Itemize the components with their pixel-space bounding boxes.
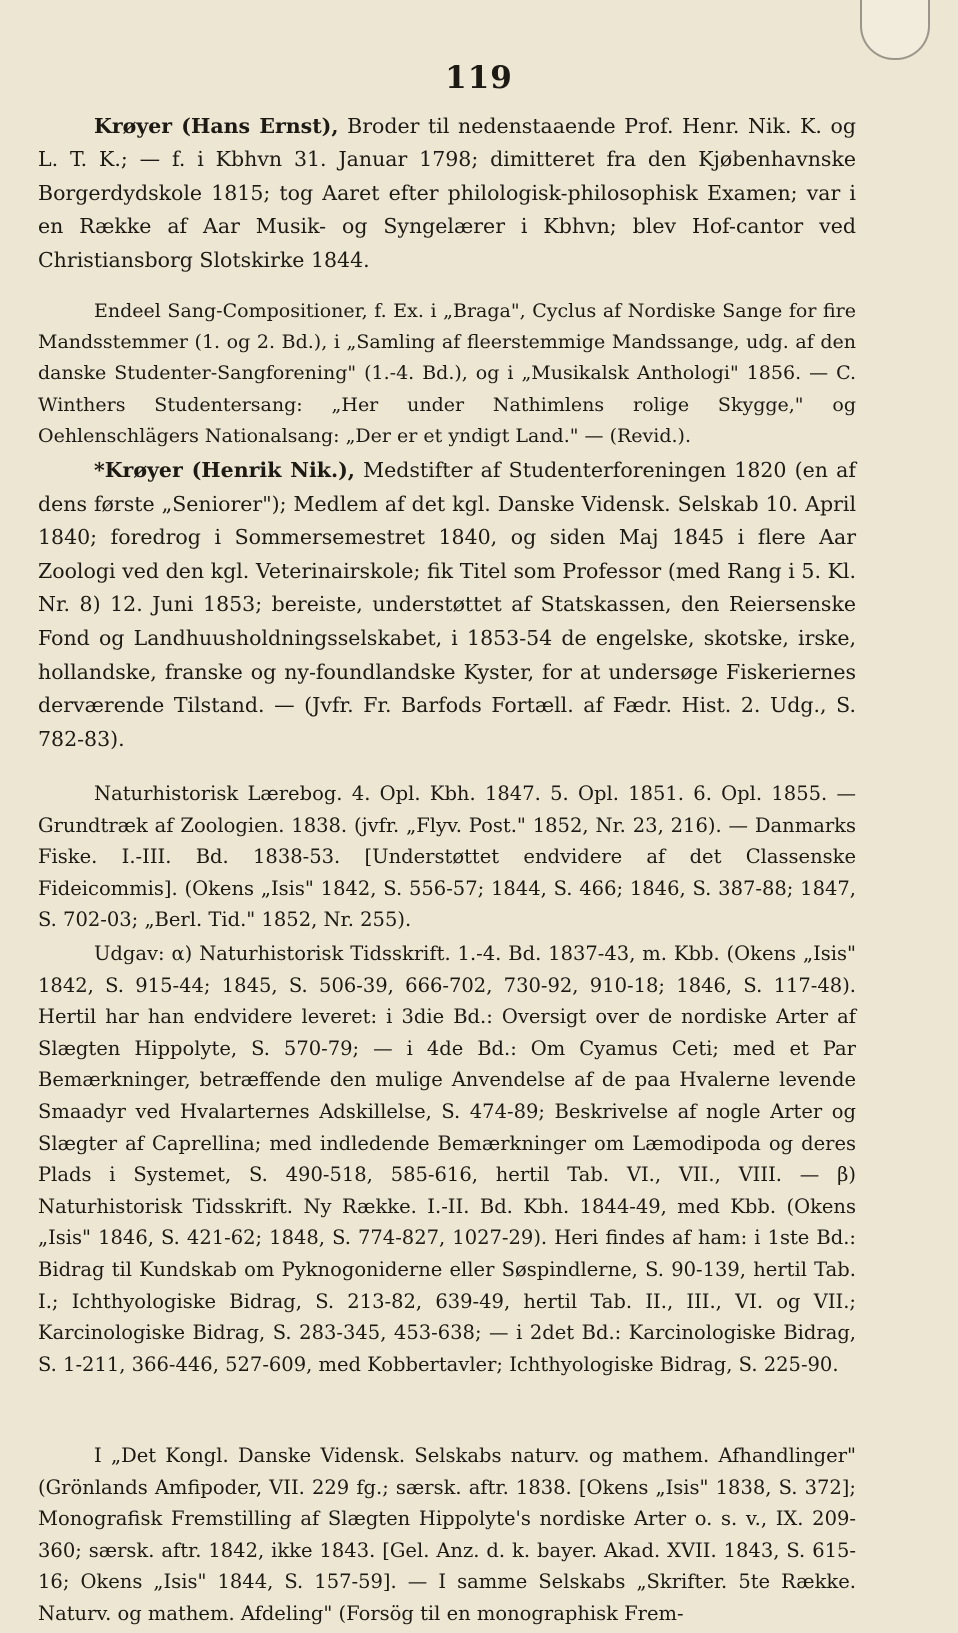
academy-works-paragraph bbox=[38, 1440, 856, 1629]
works-paragraph bbox=[38, 778, 856, 936]
entry-body: Medstifter af Studenterforeningen 1820 (en af dens første „Seniorer"); Medlem af det kgl. Danske Vidensk. Selskab 10. April 1840; foredrog i Sommersemestret 1840, og siden Maj 1845 i flere Aar Zoologi ved den kgl. Veterinairskole; fik Titel som Professor (med Rang i 5. Kl. Nr. 8) 12. Juni 1853; bereiste, understøttet af Statskassen, den Reiersenske Fond og Landhuusholdningsselskabet, i 1853-54 de engelske, skotske, irske, hollandske, franske og ny-foundlandske Kyster, for at undersøge Fiskeriernes derværende Tilstand. — (Jvfr. Fr. Barfods Fortæll. af Fædr. Hist. 2. Udg., S. 782-83). bbox=[38, 458, 856, 751]
works-paragraph bbox=[38, 296, 856, 452]
page-corner-tab bbox=[860, 0, 930, 60]
page-number: 119 bbox=[445, 60, 513, 96]
edited-works-body: Udgav: α) Naturhistorisk Tidsskrift. 1.-4. Bd. 1837-43, m. Kbb. (Okens „Isis" 1842, S. 915-44; 1845, S. 506-39, 666-702, 730-92, 910-18; 1846, S. 117-48). Hertil har han endvidere leveret: i 3die Bd.: Oversigt over de nordiske Arter af Slægten Hippolyte, S. 570-79; — i 4de Bd.: Om Cyamus Ceti; med et Par Bemærkninger, betræffende den mulige Anvendelse af de paa Hvalerne levende Smaadyr ved Hvalarternes Adskillelse, S. 474-89; Beskrivelse af nogle Arter og Slægter af Caprellina; med indledende Bemærkninger om Læmodipoda og deres Plads i Systemet, S. 490-518, 585-616, hertil Tab. VI., VII., VIII. — β) Naturhistorisk Tidsskrift. Ny Række. I.-II. Bd. Kbh. 1844-49, med Kbb. (Okens „Isis" 1846, S. 421-62; 1848, S. 774-827, 1027-29). Heri findes af ham: i 1ste Bd.: Bidrag til Kundskab om Pyknogoniderne eller Søspindlerne, S. 90-139, hertil Tab. I.; Ichthyologiske Bidrag, S. 213-82, 639-49, hertil Tab. II., III., VI. og VII.; Karcinologiske Bidrag, S. 283-345, 453-638; — i 2det Bd.: Karcinologiske Bidrag, S. 1-211, 366-446, 527-609, med Kobbertavler; Ichthyologiske Bidrag, S. 225-90. bbox=[38, 942, 856, 1376]
entry-heading: *Krøyer (Henrik Nik.), bbox=[94, 458, 355, 482]
works-body: Naturhistorisk Lærebog. 4. Opl. Kbh. 1847. 5. Opl. 1851. 6. Opl. 1855. — Grundtræk af Zoologien. 1838. (jvfr. „Flyv. Post." 1852, Nr. 23, 216). — Danmarks Fiske. I.-III. Bd. 1838-53. [Understøttet endvidere af det Classenske Fideicommis]. (Okens „Isis" 1842, S. 556-57; 1844, S. 466; 1846, S. 387-88; 1847, S. 702-03; „Berl. Tid." 1852, Nr. 255). bbox=[38, 782, 856, 931]
works-body: Endeel Sang-Compositioner, f. Ex. i „Braga", Cyclus af Nordiske Sange for fire Mandsstemmer (1. og 2. Bd.), i „Samling af fleerstemmige Mandssange, udg. af den danske Studenter-Sangforening" (1.-4. Bd.), og i „Musikalsk Anthologi" 1856. — C. Winthers Studentersang: „Her under Nathimlens rolige Skygge," og Oehlenschlägers Nationalsang: „Der er et yndigt Land." — (Revid.). bbox=[38, 300, 856, 447]
entry-kroyer-hans-ernst bbox=[38, 110, 856, 277]
entry-kroyer-henrik-nik bbox=[38, 454, 856, 756]
entry-heading: Krøyer (Hans Ernst), bbox=[94, 114, 339, 138]
edited-works-paragraph bbox=[38, 938, 856, 1380]
academy-works-body: I „Det Kongl. Danske Vidensk. Selskabs naturv. og mathem. Afhandlinger" (Grönlands Amfipoder, VII. 229 fg.; særsk. aftr. 1838. [Okens „Isis" 1838, S. 372]; Monografisk Fremstilling af Slægten Hippolyte's nordiske Arter o. s. v., IX. 209-360; særsk. aftr. 1842, ikke 1843. [Gel. Anz. d. k. bayer. Akad. XVII. 1843, S. 615-16; Okens „Isis" 1844, S. 157-59]. — I samme Selskabs „Skrifter. 5te Række. Naturv. og mathem. Afdeling" (Forsög til en monographisk Frem- bbox=[38, 1444, 856, 1625]
entry-body: Broder til nedenstaaende Prof. Henr. Nik. K. og L. T. K.; — f. i Kbhvn 31. Januar 1798; dimitteret fra den Kjøbenhavnske Borgerdydskole 1815; tog Aaret efter philologisk-philosophisk Examen; var i en Række af Aar Musik- og Syngelærer i Kbhvn; blev Hof-cantor ved Christiansborg Slotskirke 1844. bbox=[38, 114, 857, 272]
